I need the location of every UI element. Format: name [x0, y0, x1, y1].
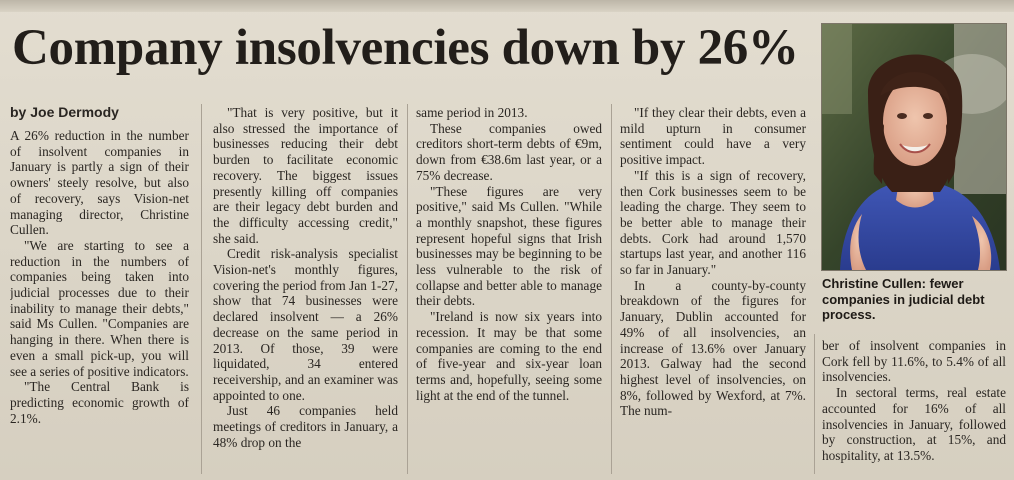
- paragraph: These companies owed creditors short-term debts of €9m, down from €38.6m last year, or a 75% decrease.: [416, 120, 602, 183]
- paragraph: A 26% reduction in the number of insolvent companies in January is partly a sign of their owners' steely resolve, but also of recovery, says Vision-net managing director, Christine Cullen.: [10, 128, 189, 238]
- headline: Company insolvencies down by 26%: [12, 20, 799, 76]
- paragraph: "The Central Bank is predicting economic growth of 2.1%.: [10, 379, 189, 426]
- paragraph: "If they clear their debts, even a mild upturn in consumer sentiment could have a very positive impact.: [620, 105, 806, 168]
- column-rule: [201, 104, 202, 474]
- paragraph: "If this is a sign of recovery, then Cork businesses seem to be leading the charge. They seem to be better able to manage their debts. Cork had around 1,570 startups last year, and another 116 so far in January.": [620, 167, 806, 278]
- paragraph: "Ireland is now six years into recession. It may be that some companies are coming to the end of five-year and six-year loan terms and, hopefully, seeing some light at the end of the tunnel.: [416, 309, 602, 403]
- column-rule: [611, 104, 612, 474]
- paragraph: In sectoral terms, real estate accounted for 16% of all insolvencies in January, followed by construction, at 15%, and hospitality, at 13.5%.: [822, 385, 1006, 463]
- article-column-2: [213, 105, 398, 474]
- article-column-5: [822, 338, 1006, 474]
- paragraph: Just 46 companies held meetings of creditors in January, a 48% drop on the: [213, 403, 398, 450]
- photo-caption: Christine Cullen: fewer companies in judicial debt process.: [822, 276, 985, 322]
- paragraph: "That is very positive, but it also stressed the importance of businesses reducing their debt burden to facilitate economic recovery. The biggest issues presently killing off companies are their legacy debt burden and the difficulty accessing credit," she said.: [213, 105, 398, 246]
- paragraph: same period in 2013.: [416, 105, 528, 120]
- portrait-illustration: [822, 24, 1006, 270]
- previous-article-strip: [0, 0, 1014, 12]
- article-column-4: [620, 105, 806, 474]
- article-column-3: [416, 105, 602, 474]
- article-column-1: [10, 128, 189, 474]
- paragraph: "These figures are very positive," said Ms Cullen. "While a monthly snapshot, these figures represent hopeful signs that Irish businesses may be beginning to be less vulnerable to the risk of collapse and better able to manage their debts.: [416, 183, 602, 309]
- paragraph: ber of insolvent companies in Cork fell by 11.6%, to 5.4% of all insolvencies.: [822, 338, 1006, 385]
- column-rule: [407, 104, 408, 474]
- paragraph: Credit risk-analysis specialist Vision-net's monthly figures, covering the period from Jan 1-27, show that 74 businesses were declared insolvent — a 26% decrease on the same period in 2013. Of those, 39 were liquidated, 34 entered receivership, and an examiner was appointed to one.: [213, 246, 398, 403]
- portrait-photo: [822, 24, 1006, 270]
- paragraph: In a county-by-county breakdown of the figures for January, Dublin accounted for 49% of all insolvencies, an increase of 13.6% over January 2013. Galway had the second highest level of insolvencies, on 8%, followed by Wexford, at 7%. The num-: [620, 277, 806, 419]
- column-rule: [814, 334, 815, 474]
- byline: by Joe Dermody: [10, 104, 119, 120]
- paragraph: "We are starting to see a reduction in the numbers of companies being taken into judicial processes due to their inability to manage their debts," said Ms Cullen. "Companies are hanging in there. When there is even a small pick-up, you will see a series of positive indicators.: [10, 237, 189, 379]
